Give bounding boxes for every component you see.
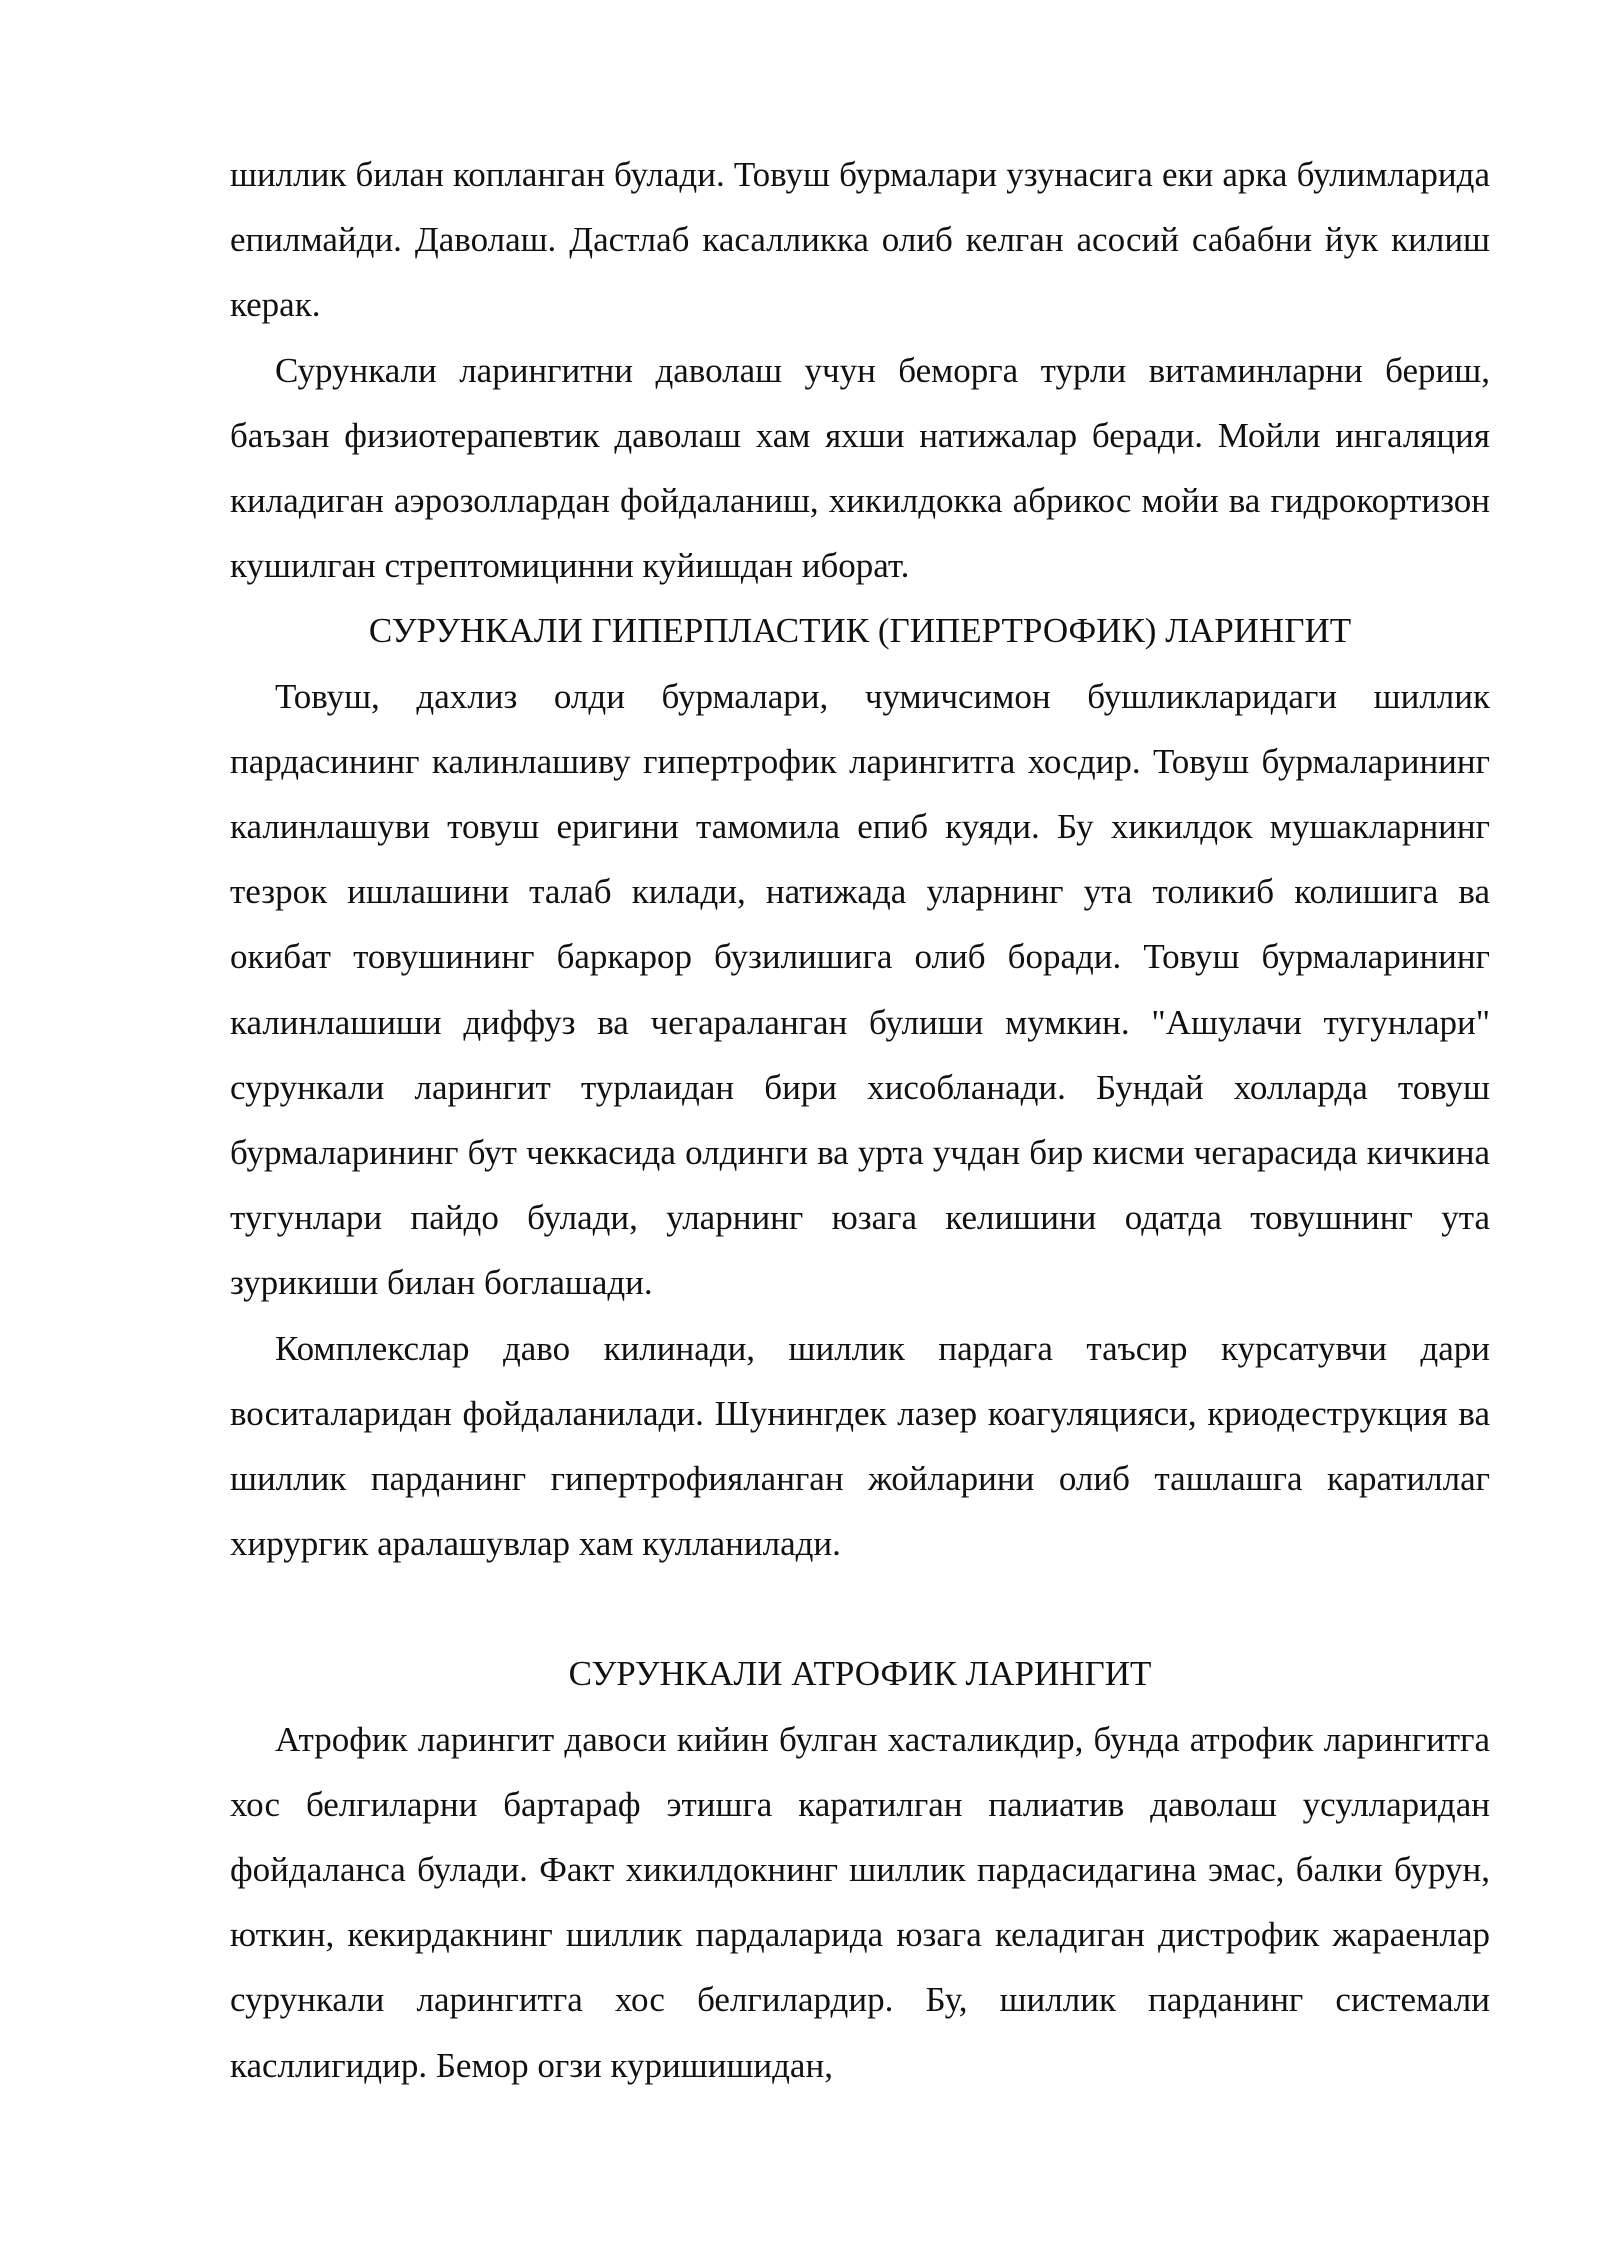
- paragraph-continuation: шиллик билан копланган булади. Товуш бурмалари узунасига еки арка булимларида епилмайди. Даволаш. Дастлаб касалликка олиб келган асосий сабабни йук килиш керак.: [230, 155, 1490, 325]
- paragraph-hyperplastic-description: Товуш, дахлиз олди бурмалари, чумичсимон бушликларидаги шиллик пардасининг калинлашиву гипертрофик ларингитга хосдир. Товуш бурмаларининг калинлашуви товуш еригини тамомила епиб куяди. Бу хикилдок мушакларнинг тезрок ишлашини талаб килади, натижада уларнинг ута толикиб колишига ва окибат товушининг баркарор бузилишига олиб боради. Товуш бурмаларининг калинлашиши диффуз ва чегараланган булиши мумкин. "Ашулачи тугунлари" сурункали ларингит турлаидан бири хисобланади. Бундай холларда товуш бурмаларининг бут чеккасида олдинги ва урта учдан бир кисми чегарасида кичкина тугунлари пайдо булади, уларнинг юзага келишини одатда товушнинг ута зурикиши билан боглашади.: [230, 676, 1490, 1303]
- paragraph-hyperplastic-treatment: Комплекслар даво килинади, шиллик пардага таъсир курсатувчи дари воситаларидан фойдаланилади. Шунингдек лазер коагуляцияси, криодеструкция ва шиллик парданинг гипертрофияланган жойларини олиб ташлашга каратиллаг хирургик аралашувлар хам кулланилади.: [230, 1328, 1490, 1564]
- section-heading-atrophic: СУРУНКАЛИ АТРОФИК ЛАРИНГИТ: [568, 1654, 1152, 1694]
- section-heading-hyperplastic: СУРУНКАЛИ ГИПЕРПЛАСТИК (ГИПЕРТРОФИК) ЛАРИНГИТ: [368, 611, 1352, 651]
- paragraph-atrophic-description: Атрофик ларингит давоси кийин булган хасталикдир, бунда атрофик ларингитга хос белгиларни бартараф этишга каратилган палиатив даволаш усулларидан фойдаланса булади. Факт хикилдокнинг шиллик пардасидагина эмас, балки бурун, юткин, кекирдакнинг шиллик пардаларида юзага келадиган дистрофик жараенлар сурункали ларингитга хос белгилардир. Бу, шиллик парданинг системали касллигидир. Бемор огзи куришишидан,: [230, 1719, 1490, 2085]
- paragraph-treatment: Сурункали ларингитни даволаш учун беморга турли витаминларни бериш, баъзан физиотерапевтик даволаш хам яхши натижалар беради. Мойли ингаляция киладиган аэрозоллардан фойдаланиш, хикилдокка абрикос мойи ва гидрокортизон кушилган стрептомицинни куйишдан иборат.: [230, 350, 1490, 586]
- document-page: [230, 142, 1490, 2098]
- blank-line: [230, 1576, 1490, 1641]
